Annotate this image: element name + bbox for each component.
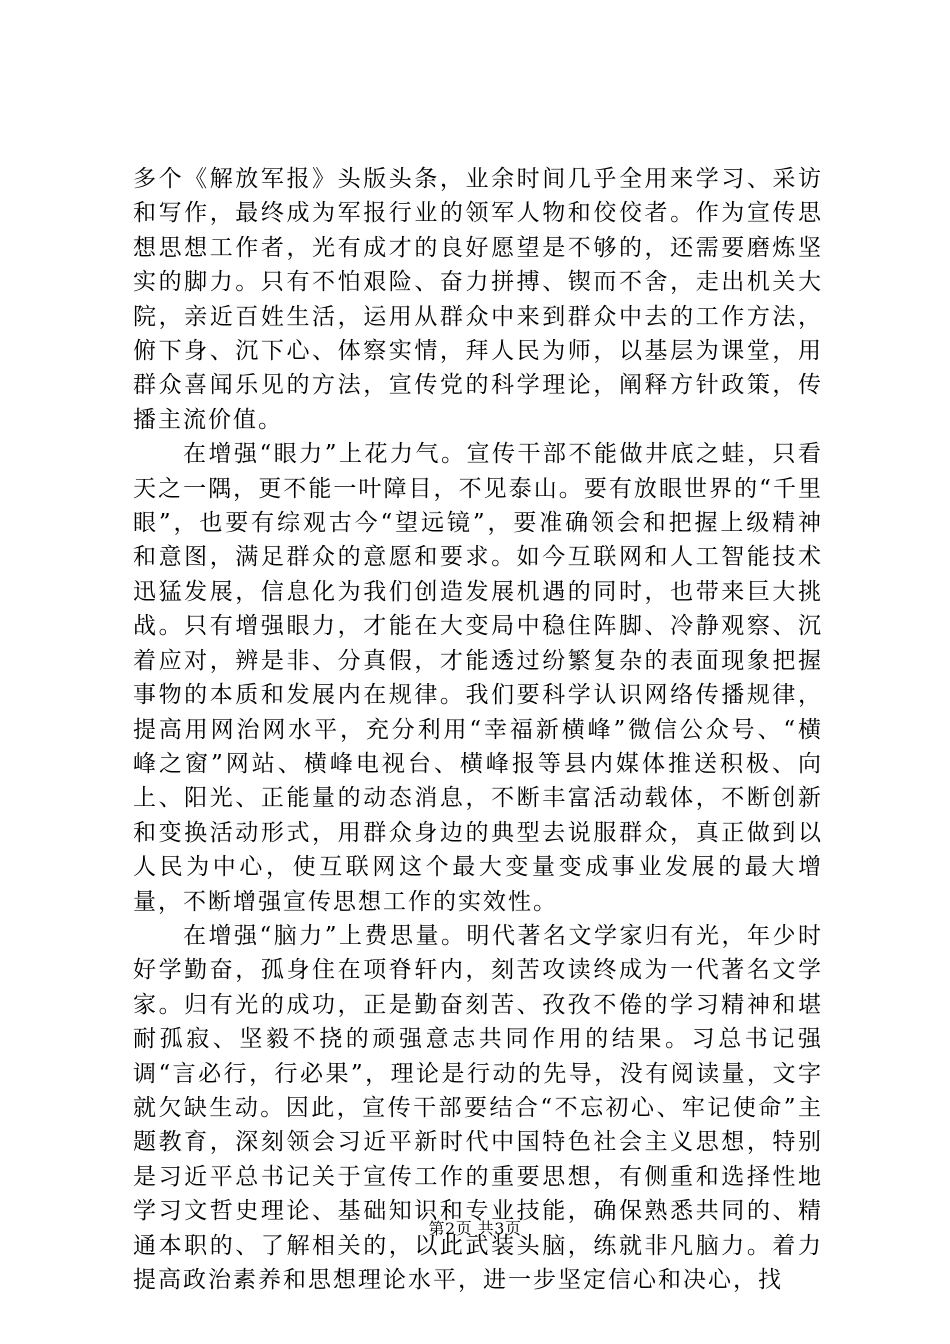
page-footer	[0, 1218, 950, 1240]
paragraph-eyesight: 在增强“眼力”上花力气。宣传干部不能做井底之蛙，只看天之一隅，更不能一叶障目，不见泰山。要有放眼世界的“千里眼”，也要有综观古今“望远镜”，要准确领会和把握上级精神和意图，满足群众的意愿和要求。如今互联网和人工智能技术迅猛发展，信息化为我们创造发展机遇的同时，也带来巨大挑战。只有增强眼力，才能在大变局中稳住阵脚、冷静观察、沉着应对，辨是非、分真假，才能透过纷繁复杂的表面现象把握事物的本质和发展内在规律。我们要科学认识网络传播规律，提高用网治网水平，充分利用“幸福新横峰”微信公众号、“横峰之窗”网站、横峰电视台、横峰报等县内媒体推送积极、向上、阳光、正能量的动态消息，不断丰富活动载体，不断创新和变换活动形式，用群众身边的典型去说服群众，真正做到以人民为中心，使互联网这个最大变量变成事业发展的最大增量，不断增强宣传思想工作的实效性。	[133, 441, 823, 915]
paragraph-brainpower: 在增强“脑力”上费思量。明代著名文学家归有光，年少时好学勤奋，孤身住在项脊轩内，刻苦攻读终成为一代著名文学家。归有光的成功，正是勤奋刻苦、孜孜不倦的学习精神和堪耐孤寂、坚毅不挠的顽强意志共同作用的结果。习总书记强调“言必行，行必果”，理论是行动的先导，没有阅读量，文字就欠缺生动。因此，宣传干部要结合“不忘初心、牢记使命”主题教育，深刻领会习近平新时代中国特色社会主义思想，特别是习近平总书记关于宣传工作的重要思想，有侧重和选择性地学习文哲史理论、基础知识和专业技能，确保熟悉共同的、精通本职的、了解相关的，以此武装头脑，练就非凡脑力。着力提高政治素养和思想理论水平，进一步坚定信心和决心，找	[133, 922, 823, 1293]
paragraph-footwork: 多个《解放军报》头版头条，业余时间几乎全用来学习、采访和写作，最终成为军报行业的领军人物和佼佼者。作为宣传思想思想工作者，光有成才的良好愿望是不够的，还需要磨炼坚实的脚力。只有不怕艰险、奋力拼搏、锲而不舍，走出机关大院，亲近百姓生活，运用从群众中来到群众中去的工作方法，俯下身、沉下心、体察实情，拜人民为师，以基层为课堂，用群众喜闻乐见的方法，宣传党的科学理论，阐释方针政策，传播主流价值。	[133, 166, 823, 433]
page-number: 第2页 共3页	[428, 1219, 522, 1238]
body-text	[133, 162, 823, 1297]
